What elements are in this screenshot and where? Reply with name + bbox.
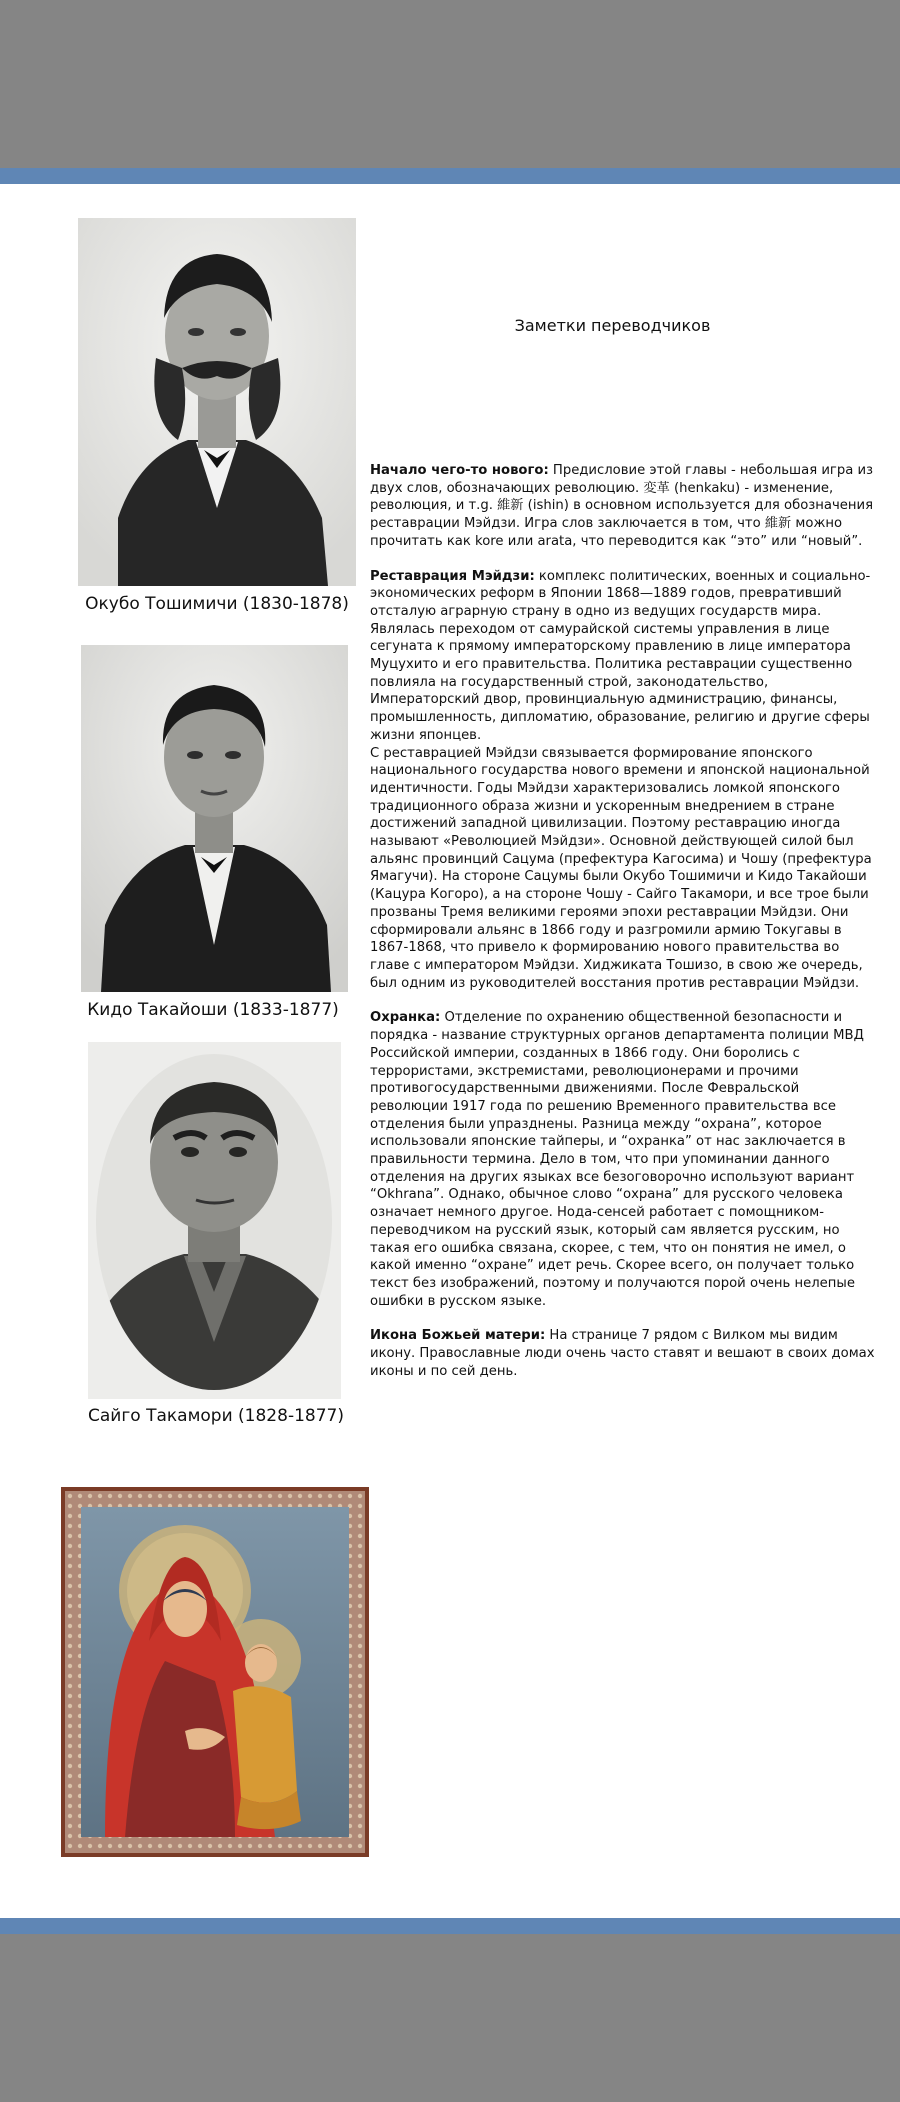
icon-painting xyxy=(65,1491,365,1853)
caption-okubo: Окубо Тошимичи (1830-1878) xyxy=(85,594,349,614)
note-text: На странице 7 рядом с Вилком мы видим икону. Православные люди очень часто ставят и вешают в своих домах иконы и по сей день. xyxy=(370,1328,875,1379)
note-term: Охранка: xyxy=(370,1010,441,1026)
caption-saigo: Сайго Такамори (1828-1877) xyxy=(88,1406,344,1426)
bottom-blue-stripe xyxy=(0,1918,900,1934)
page-title: Заметки переводчиков xyxy=(514,316,711,335)
note-icon xyxy=(370,1327,875,1380)
portrait-saigo-image xyxy=(88,1042,341,1399)
portrait-kido-image xyxy=(81,645,348,992)
note-new-beginning xyxy=(370,462,875,551)
caption-kido: Кидо Такайоши (1833-1877) xyxy=(87,1000,339,1020)
note-okhranka xyxy=(370,1009,875,1310)
top-gray-band xyxy=(0,0,900,168)
orthodox-icon-image xyxy=(61,1487,369,1857)
portrait-okubo xyxy=(78,218,356,586)
note-term: Икона Божьей матери: xyxy=(370,1328,546,1344)
top-blue-stripe xyxy=(0,168,900,184)
bottom-gray-band xyxy=(0,1934,900,2102)
note-text: С реставрацией Мэйдзи связывается формирование японского национального государства нового времени и японской национальной идентичности. Годы Мэйдзи характеризовались ломкой японского традиционного образа жизни и ускоренным внедрением в стране достижений западной цивилизации. Поэтому реставрацию иногда называют «Революцией Мэйдзи». Основной действующей силой был альянс провинций Сацума (префектура Кагосима) и Чошу (префектура Ямагучи). На стороне Сацумы были Окубо Тошимичи и Кидо Такайоши (Кацура Когоро), а на стороне Чошу - Сайго Такамори, и все трое были прозваны Тремя великими героями эпохи реставрации Мэйдзи. Они сформировали альянс в 1866 году и разгромили армию Токугавы в 1867-1868, что привело к формированию нового правительства во главе с императором Мэйдзи. Хиджиката Тошизо, в свою же очередь, был одним из руководителей восстания против реставрации Мэйдзи. xyxy=(370,745,872,991)
portrait-okubo-image xyxy=(78,218,356,586)
note-text: Предисловие этой главы - небольшая игра из двух слов, обозначающих революцию. 変革 (henkaku) - изменение, революция, и т.g. 維新 (ishin) в основном используется для обозначения реставрации Мэйдзи. Игра слов заключается в том, что 維新 можно прочитать как kore или arata, что переводится как “это” или “новый”. xyxy=(370,463,874,549)
portrait-kido xyxy=(81,645,348,992)
note-meiji-restoration xyxy=(370,568,875,993)
translator-notes xyxy=(370,462,875,1397)
note-term: Реставрация Мэйдзи: xyxy=(370,568,535,584)
portrait-saigo xyxy=(88,1042,341,1399)
note-text: Отделение по охранению общественной безопасности и порядка - название структурных органов департамента полиции МВД Российской империи, созданных в 1866 году. Они боролись с террористами, экстремистами, революционерами и прочими противогосударственными движениями. После Февральской революции 1917 года по решению Временного правительства все отделения были упразднены. Разница между “охрана”, которое использовали японские тайперы, и “охранка” от нас заключается в правильности термина. Дело в том, что при упоминании данного отделения на других языках все безоговорочно используют вариант “Okhrana”. Однако, обычное слово “охрана” для русского человека означает немного другое. Нода-сенсей работает с помощником-переводчиком на русский язык, который сам является русским, но такая его ошибка связана, скорее, с тем, что он понятия не имел, о какой именно “охране” идет речь. Скорее всего, он получает только текст без изображений, поэтому и получаются порой очень нелепые ошибки в русском языке. xyxy=(370,1010,864,1309)
note-text: комплекс политических, военных и социально-экономических реформ в Японии 1868—1889 годов, превративший отсталую аграрную страну в одно из ведущих государств мира. Являлась переходом от самурайской системы управления в лице сегуната к прямому императорскому правлению в лице императора Муцухито и его правительства. Политика реставрации существенно повлияла на государственный строй, законодательство, Императорский двор, провинциальную администрацию, финансы, промышленность, дипломатию, образование, религию и другие сферы жизни японцев. xyxy=(370,568,871,743)
note-term: Начало чего-то нового: xyxy=(370,463,549,478)
